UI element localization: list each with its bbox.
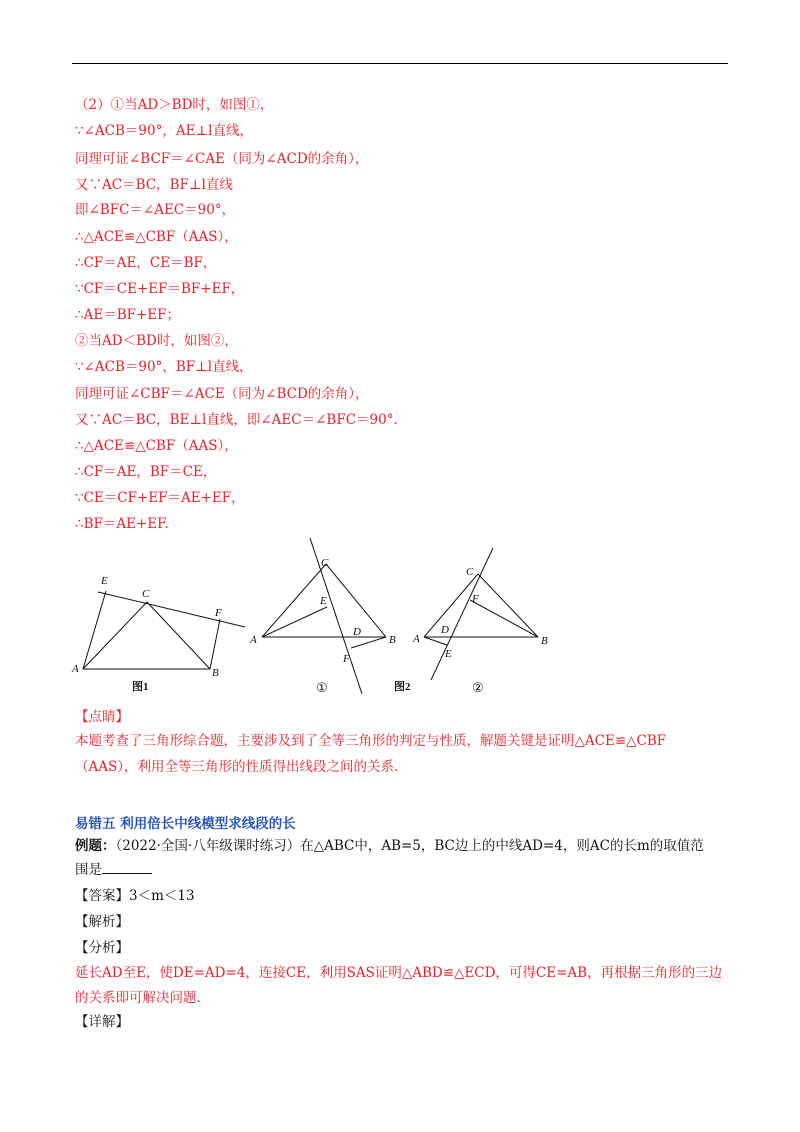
proof-line: ∴BF＝AE+EF. — [75, 516, 169, 532]
caption-circle2: ② — [472, 680, 484, 695]
detail-label: 【详解】 — [75, 1014, 129, 1030]
svg-text:E: E — [445, 648, 452, 660]
svg-text:B: B — [389, 634, 396, 646]
proof-line: 即∠BFC＝∠AEC＝90°， — [75, 202, 236, 218]
proof-line: ∵CE＝CF+EF＝AE+EF， — [75, 490, 245, 506]
geometry-figures — [60, 532, 580, 704]
proof-line: ∵∠ACB＝90°，AE⊥l直线， — [75, 123, 253, 139]
caption-fig1: 图1 — [132, 681, 149, 693]
example-line-2 — [75, 861, 152, 879]
fenxi-line-2: 的关系即可解决问题. — [75, 990, 201, 1006]
svg-text:C: C — [142, 588, 150, 600]
svg-text:B: B — [212, 667, 219, 679]
fenxi-line-1: 延长AD至E，使DE=AD=4，连接CE，利用SAS证明△ABD≌△ECD，可得CE=AB，再根据三角形的三边 — [75, 965, 723, 981]
answer-line — [75, 887, 195, 905]
svg-text:C: C — [466, 566, 474, 578]
svg-text:D: D — [353, 626, 361, 638]
answer-label: 【答案】 — [75, 888, 129, 904]
analysis-label: 【解析】 — [75, 914, 129, 930]
fenxi-label: 【分析】 — [75, 940, 129, 956]
proof-line: ②当AD＜BD时，如图②， — [75, 333, 238, 349]
example-label: 例题： — [75, 838, 116, 854]
answer-value: 3＜m＜13 — [129, 888, 195, 904]
caption-circle1: ① — [316, 680, 328, 695]
proof-line: 同理可证∠BCF＝∠CAE（同为∠ACD的余角）， — [75, 151, 369, 167]
svg-text:A: A — [413, 633, 420, 645]
svg-text:A: A — [250, 634, 257, 646]
proof-line: ∴△ACE≌△CBF（AAS）， — [75, 229, 238, 245]
comment-heading: 【点睛】 — [75, 709, 129, 725]
svg-text:B: B — [541, 635, 548, 647]
answer-blank — [102, 861, 152, 874]
svg-text:F: F — [215, 607, 222, 619]
caption-fig2: 图2 — [394, 681, 411, 693]
proof-line: 同理可证∠CBF＝∠ACE（同为∠BCD的余角）， — [75, 386, 369, 402]
proof-line: ∴△ACE≌△CBF（AAS）， — [75, 438, 238, 454]
svg-text:D: D — [441, 624, 449, 636]
proof-line: ∵CF＝CE+EF＝BF+EF， — [75, 281, 245, 297]
example-text-2: 围是 — [75, 862, 102, 878]
proof-line: （2）①当AD＞BD时，如图①， — [75, 97, 274, 113]
proof-line: 又∵AC＝BC，BE⊥l直线，即∠AEC＝∠BFC＝90°． — [75, 412, 407, 428]
svg-text:A: A — [72, 663, 79, 675]
proof-line: ∴AE＝BF+EF； — [75, 307, 181, 323]
proof-line: ∴CF＝AE，CE＝BF， — [75, 255, 217, 271]
figure-2 — [424, 548, 538, 680]
svg-text:E: E — [320, 595, 327, 607]
svg-text:E: E — [101, 575, 108, 587]
proof-line: ∵∠ACB＝90°，BF⊥l直线， — [75, 359, 253, 375]
proof-line: 又∵AC＝BC，BF⊥l直线 — [75, 177, 233, 193]
svg-text:F: F — [472, 593, 479, 605]
figure-1 — [83, 591, 245, 669]
section-title: 易错五 利用倍长中线模型求线段的长 — [75, 816, 296, 832]
header-rule — [72, 63, 728, 64]
comment-line-1: 本题考查了三角形综合题，主要涉及到了全等三角形的判定与性质，解题关键是证明△ACE≌△CBF — [75, 733, 667, 749]
proof-line: ∴CF＝AE，BF＝CE， — [75, 464, 217, 480]
example-text-1: （2022·全国·八年级课时练习）在△ABC中，AB=5，BC边上的中线AD=4，则AC的长m的取值范 — [115, 838, 704, 854]
svg-text:F: F — [343, 653, 350, 665]
comment-line-2: （AAS），利用全等三角形的性质得出线段之间的关系. — [75, 759, 399, 775]
svg-text:C: C — [321, 557, 329, 569]
example-line-1 — [75, 837, 704, 855]
